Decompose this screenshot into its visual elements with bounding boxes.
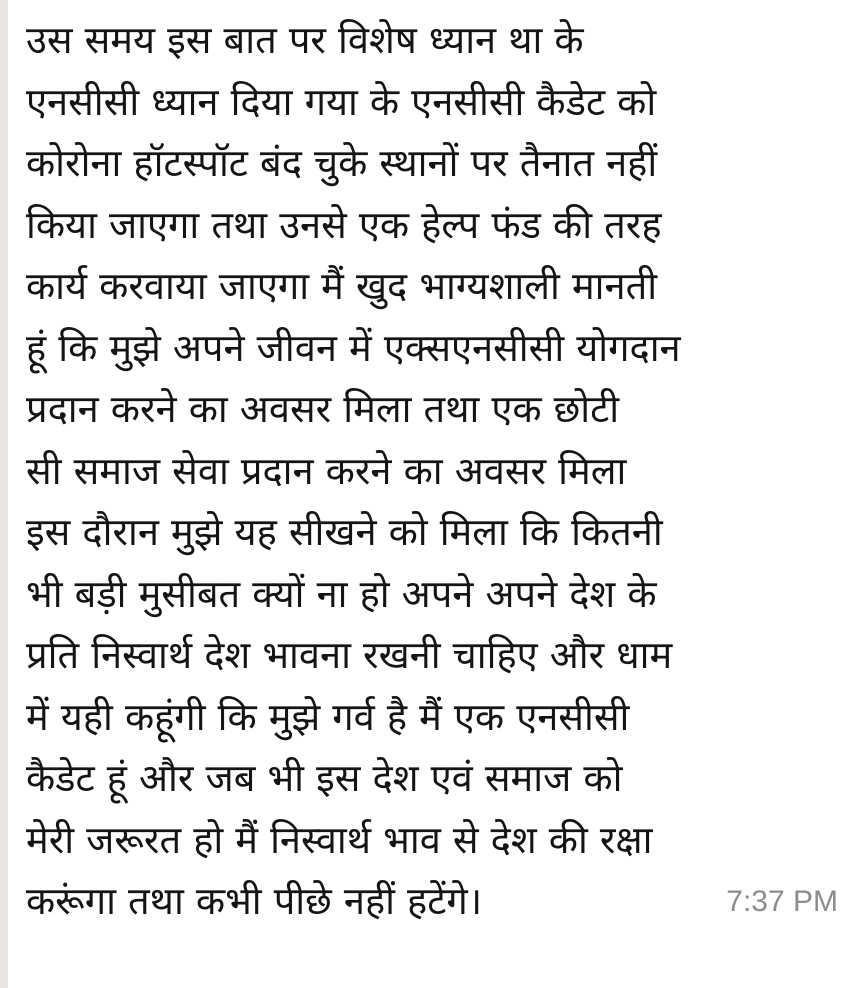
message-last-row bbox=[26, 871, 838, 933]
message-line: भी बड़ी मुसीबत क्यों ना हो अपने अपने देश के bbox=[26, 571, 657, 616]
message-line: कैडेट हूं और जब भी इस देश एवं समाज को bbox=[26, 756, 623, 800]
message-line: कोरोना हॉटस्पॉट बंद चुके स्थानों पर तैनात नहीं bbox=[26, 141, 658, 185]
message-line: एनसीसी ध्यान दिया गया के एनसीसी कैडेट को bbox=[26, 79, 657, 124]
message-line: उस समय इस बात पर विशेष ध्यान था के bbox=[26, 18, 584, 62]
message-line: किया जाएगा तथा उनसे एक हेल्प फंड की तरह bbox=[26, 202, 662, 247]
message-line: प्रति निस्वार्थ देश भावना रखनी चाहिए और धाम bbox=[26, 633, 673, 677]
message-line: मेरी जरूरत हो मैं निस्वार्थ भाव से देश की रक्षा bbox=[26, 817, 653, 862]
message-timestamp: 7:37 PM bbox=[726, 884, 838, 918]
message-line: सी समाज सेवा प्रदान करने का अवसर मिला bbox=[26, 448, 627, 493]
message-line: हूं कि मुझे अपने जीवन में एक्सएनसीसी योगदान bbox=[26, 325, 681, 370]
message-text bbox=[26, 10, 838, 933]
message-line: प्रदान करने का अवसर मिला तथा एक छोटी bbox=[26, 387, 620, 431]
message-bubble[interactable] bbox=[8, 0, 856, 988]
message-line: करूंगा तथा कभी पीछे नहीं हटेंगे। bbox=[26, 879, 483, 923]
message-line: कार्य करवाया जाएगा मैं खुद भाग्यशाली मानती bbox=[26, 264, 658, 308]
message-line: में यही कहूंगी कि मुझे गर्व है मैं एक एनसीसी bbox=[26, 694, 630, 739]
message-line: इस दौरान मुझे यह सीखने को मिला कि कितनी bbox=[26, 510, 663, 554]
